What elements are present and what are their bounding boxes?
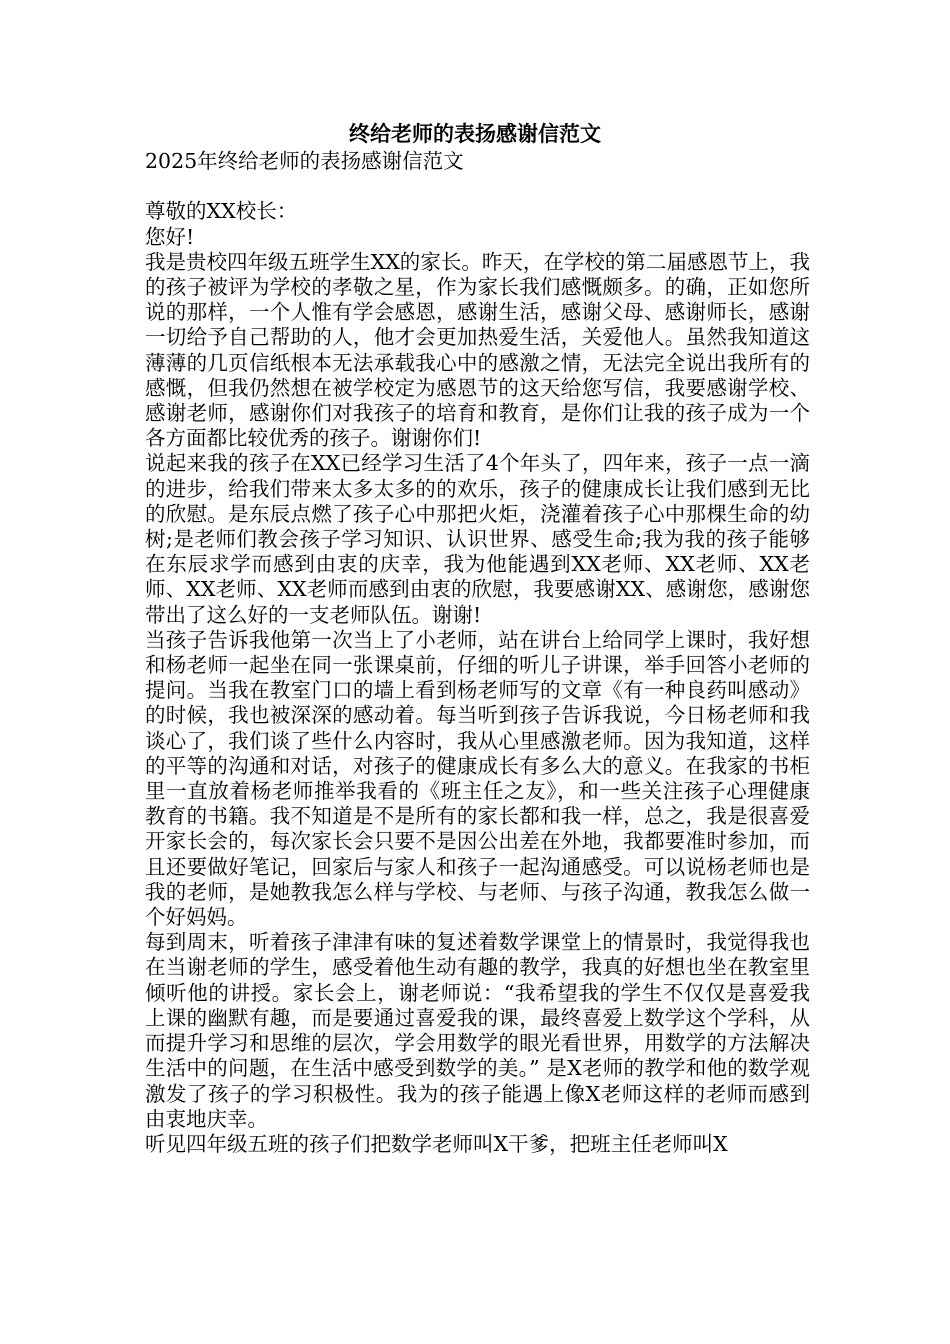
paragraph: 当孩子告诉我他第一次当上了小老师，站在讲台上给同学上课时，我好想和杨老师一起坐在同一张课桌前，仔细的听儿子讲课，举手回答小老师的提问。当我在教室门口的墙上看到杨老师写的文章《有一种良药叫感动》的时候，我也被深深的感动着。每当听到孩子告诉我说，今日杨老师和我谈心了，我们谈了些什么内容时，我从心里感激老师。因为我知道，这样的平等的沟通和对话，对孩子的健康成长有多么大的意义。在我家的书柜里一直放着杨老师推举我看的《班主任之友》，和一些关注孩子心理健康教育的书籍。我不知道是不是所有的家长都和我一样，总之，我是很喜爱开家长会的，每次家长会只要不是因公出差在外地，我都要准时参加，而且还要做好笔记，回家后与家人和孩子一起沟通感受。可以说杨老师也是我的老师，是她教我怎么样与学校、与老师、与孩子沟通，教我怎么做一个好妈妈。 xyxy=(145,627,810,930)
salutation: 尊敬的XX校长： xyxy=(145,199,298,224)
paragraph: 听见四年级五班的孩子们把数学老师叫X干爹，把班主任老师叫X xyxy=(145,1131,728,1156)
document-body xyxy=(145,149,810,1157)
document-title: 终给老师的表扬感谢信范文 xyxy=(349,122,601,146)
blank-line xyxy=(145,174,810,199)
document-subtitle: 2025年终给老师的表扬感谢信范文 xyxy=(145,149,464,173)
paragraph: 每到周末，听着孩子津津有味的复述着数学课堂上的情景时，我觉得我也在当谢老师的学生，感受着他生动有趣的教学，我真的好想也坐在教室里倾听他的讲授。家长会上，谢老师说：“我希望我的学生不仅仅是喜爱我上课的幽默有趣，而是要通过喜爱我的课，最终喜爱上数学这个学科，从而提升学习和思维的层次，学会用数学的眼光看世界，用数学的方法解决生活中的问题，在生活中感受到数学的美。” 是X老师的教学和他的数学观激发了孩子的学习积极性。我为的孩子能遇上像X老师这样的老师而感到由衷地庆幸。 xyxy=(145,930,810,1131)
paragraph: 说起来我的孩子在XX已经学习生活了4个年头了，四年来，孩子一点一滴的进步，给我们带来太多太多的的欢乐，孩子的健康成长让我们感到无比的欣慰。是东辰点燃了孩子心中那把火炬，浇灌着孩子心中那棵生命的幼树;是老师们教会孩子学习知识、认识世界、感受生命;我为我的孩子能够在东辰求学而感到由衷的庆幸，我为他能遇到XX老师、XX老师、XX老师、XX老师、XX老师而感到由衷的欣慰，我要感谢XX、感谢您，感谢您带出了这么好的一支老师队伍。谢谢! xyxy=(145,451,810,627)
paragraph: 我是贵校四年级五班学生XX的家长。昨天，在学校的第二届感恩节上，我的孩子被评为学校的孝敬之星，作为家长我们感慨颇多。的确，正如您所说的那样，一个人惟有学会感恩，感谢生活，感谢父母、感谢师长，感谢一切给予自己帮助的人，他才会更加热爱生活，关爱他人。虽然我知道这薄薄的几页信纸根本无法承载我心中的感激之情，无法完全说出我所有的感慨，但我仍然想在被学校定为感恩节的这天给您写信，我要感谢学校、感谢老师，感谢你们对我孩子的培育和教育，是你们让我的孩子成为一个各方面都比较优秀的孩子。谢谢你们! xyxy=(145,249,810,451)
greeting: 您好! xyxy=(145,224,195,249)
